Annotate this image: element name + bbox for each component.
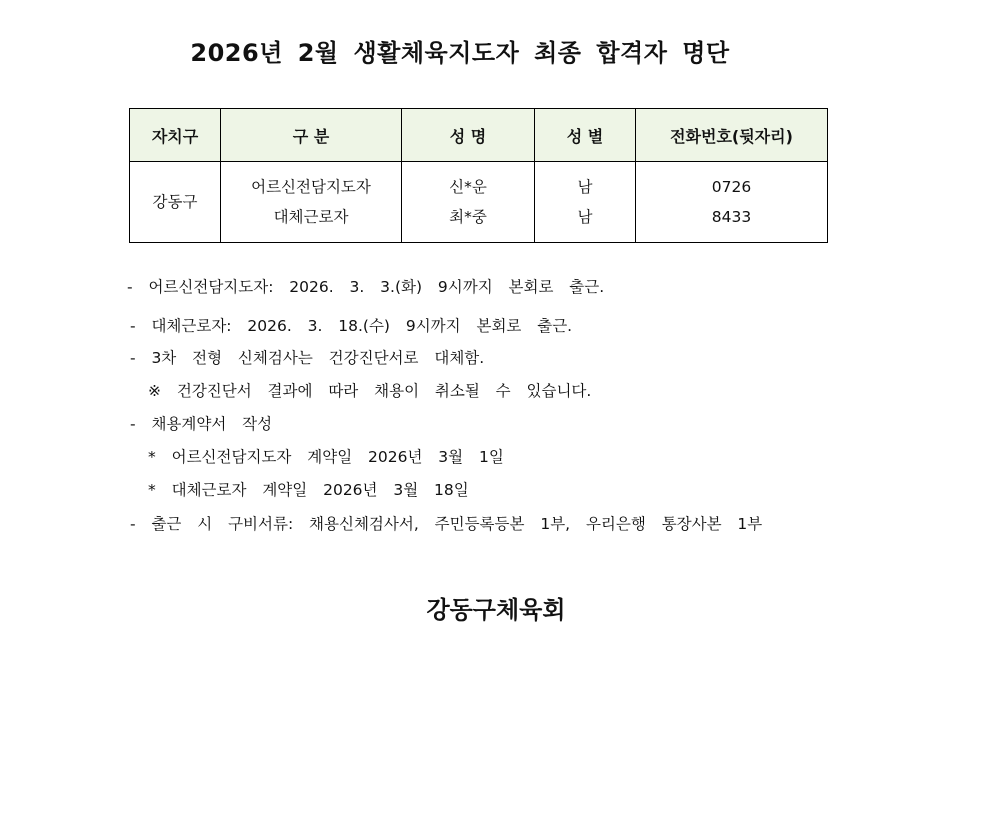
gender-value: 남	[577, 208, 593, 226]
division-cell	[221, 162, 402, 243]
name-cell	[402, 162, 535, 243]
table-header-row	[130, 109, 828, 162]
note-contract: - 채용계약서 작성	[130, 415, 273, 433]
district-cell: 강동구	[130, 162, 221, 243]
document-title: 2026년 2월 생활체육지도자 최종 합격자 명단	[190, 39, 730, 67]
name-value: 신*운	[449, 178, 487, 196]
note-contract-substitute: * 대체근로자 계약일 2026년 3월 18일	[148, 481, 469, 499]
gender-value: 남	[577, 178, 593, 196]
header-district: 자치구	[130, 109, 221, 162]
note-health-check: - 3차 전형 신체검사는 건강진단서로 대체함.	[130, 349, 485, 367]
note-required-documents: - 출근 시 구비서류: 채용신체검사서, 주민등록등본 1부, 우리은행 통장사본 1부	[130, 515, 763, 533]
header-phone: 전화번호(뒷자리)	[636, 109, 828, 162]
name-value: 최*중	[449, 208, 487, 226]
gender-cell	[535, 162, 636, 243]
header-gender: 성 별	[535, 109, 636, 162]
phone-cell	[636, 162, 828, 243]
division-value: 어르신전담지도자	[251, 178, 371, 196]
header-name: 성 명	[402, 109, 535, 162]
applicant-table	[129, 108, 828, 243]
phone-value: 8433	[711, 208, 752, 226]
phone-value: 0726	[711, 178, 752, 196]
note-health-warning: ※ 건강진단서 결과에 따라 채용이 취소될 수 있습니다.	[148, 382, 592, 400]
header-division: 구 분	[221, 109, 402, 162]
note-start-substitute: - 대체근로자: 2026. 3. 18.(수) 9시까지 본회로 출근.	[130, 317, 573, 335]
note-start-senior: - 어르신전담지도자: 2026. 3. 3.(화) 9시까지 본회로 출근.	[127, 278, 605, 296]
division-value: 대체근로자	[273, 208, 349, 226]
organization-name: 강동구체육회	[426, 596, 566, 624]
note-contract-senior: * 어르신전담지도자 계약일 2026년 3월 1일	[148, 448, 504, 466]
table-row	[130, 162, 828, 243]
